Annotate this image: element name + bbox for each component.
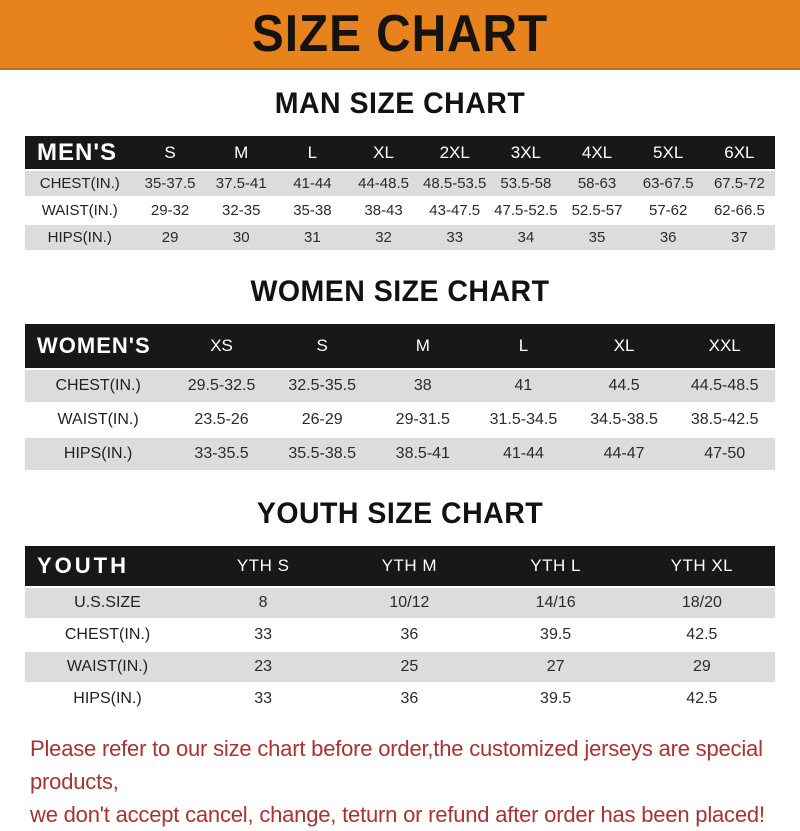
size-cell: 23 bbox=[190, 652, 336, 682]
size-cell: 34 bbox=[490, 225, 561, 250]
size-column-header: L bbox=[277, 136, 348, 169]
section-heading: YOUTH SIZE CHART bbox=[256, 497, 544, 530]
size-cell: 57-62 bbox=[633, 198, 704, 223]
table-header-row bbox=[25, 324, 775, 368]
youth-size-table bbox=[25, 544, 775, 716]
size-cell: 41 bbox=[473, 370, 574, 402]
table-row bbox=[25, 370, 775, 402]
table-title-cell: MEN'S bbox=[25, 136, 135, 169]
row-label: HIPS(IN.) bbox=[25, 438, 171, 470]
row-label: WAIST(IN.) bbox=[25, 198, 135, 223]
size-cell: 44-48.5 bbox=[348, 171, 419, 196]
size-column-header: YTH S bbox=[190, 546, 336, 586]
table-row bbox=[25, 404, 775, 436]
table-row bbox=[25, 588, 775, 618]
table-row bbox=[25, 438, 775, 470]
table-row bbox=[25, 225, 775, 250]
size-column-header: XXL bbox=[674, 324, 775, 368]
table-row bbox=[25, 620, 775, 650]
size-column-header: YTH M bbox=[336, 546, 482, 586]
size-column-header: 4XL bbox=[561, 136, 632, 169]
table-row bbox=[25, 171, 775, 196]
size-column-header: XL bbox=[348, 136, 419, 169]
disclaimer-line-2: we don't accept cancel, change, teturn or refund after order has been placed! bbox=[30, 802, 765, 827]
size-cell: 31.5-34.5 bbox=[473, 404, 574, 436]
size-cell: 37.5-41 bbox=[206, 171, 277, 196]
size-column-header: M bbox=[373, 324, 474, 368]
size-cell: 36 bbox=[336, 620, 482, 650]
size-cell: 31 bbox=[277, 225, 348, 250]
size-cell: 39.5 bbox=[483, 684, 629, 714]
size-chart-sections bbox=[0, 87, 800, 716]
size-cell: 38.5-42.5 bbox=[674, 404, 775, 436]
size-column-header: S bbox=[135, 136, 206, 169]
size-cell: 38-43 bbox=[348, 198, 419, 223]
size-column-header: 2XL bbox=[419, 136, 490, 169]
table-title-cell: WOMEN'S bbox=[25, 324, 171, 368]
size-cell: 26-29 bbox=[272, 404, 373, 436]
size-cell: 32.5-35.5 bbox=[272, 370, 373, 402]
table-row bbox=[25, 198, 775, 223]
size-cell: 14/16 bbox=[483, 588, 629, 618]
size-cell: 44.5 bbox=[574, 370, 675, 402]
table-title-cell: YOUTH bbox=[25, 546, 190, 586]
table-row bbox=[25, 652, 775, 682]
womens-size-table bbox=[25, 322, 775, 472]
size-column-header: S bbox=[272, 324, 373, 368]
size-column-header: YTH XL bbox=[629, 546, 775, 586]
size-column-header: YTH L bbox=[483, 546, 629, 586]
size-cell: 67.5-72 bbox=[704, 171, 775, 196]
disclaimer-line-1: Please refer to our size chart before order,the customized jerseys are special products, bbox=[30, 736, 763, 794]
size-cell: 35-38 bbox=[277, 198, 348, 223]
size-cell: 52.5-57 bbox=[561, 198, 632, 223]
size-cell: 35-37.5 bbox=[135, 171, 206, 196]
disclaimer-note bbox=[30, 732, 775, 831]
size-cell: 53.5-58 bbox=[490, 171, 561, 196]
section-heading: WOMEN SIZE CHART bbox=[250, 275, 550, 308]
row-label: CHEST(IN.) bbox=[25, 620, 190, 650]
size-cell: 33 bbox=[419, 225, 490, 250]
size-column-header: 6XL bbox=[704, 136, 775, 169]
size-cell: 35.5-38.5 bbox=[272, 438, 373, 470]
section-heading: MAN SIZE CHART bbox=[274, 87, 526, 120]
table-row bbox=[25, 684, 775, 714]
size-cell: 27 bbox=[483, 652, 629, 682]
size-cell: 38 bbox=[373, 370, 474, 402]
size-cell: 32 bbox=[348, 225, 419, 250]
size-cell: 29 bbox=[135, 225, 206, 250]
size-cell: 30 bbox=[206, 225, 277, 250]
size-cell: 36 bbox=[633, 225, 704, 250]
table-header-row bbox=[25, 546, 775, 586]
size-column-header: XL bbox=[574, 324, 675, 368]
size-cell: 25 bbox=[336, 652, 482, 682]
size-cell: 29-31.5 bbox=[373, 404, 474, 436]
size-column-header: L bbox=[473, 324, 574, 368]
size-cell: 44.5-48.5 bbox=[674, 370, 775, 402]
size-cell: 42.5 bbox=[629, 684, 775, 714]
row-label: WAIST(IN.) bbox=[25, 652, 190, 682]
mens-size-table bbox=[25, 134, 775, 252]
size-cell: 37 bbox=[704, 225, 775, 250]
size-cell: 58-63 bbox=[561, 171, 632, 196]
size-cell: 33 bbox=[190, 684, 336, 714]
size-cell: 47-50 bbox=[674, 438, 775, 470]
size-cell: 8 bbox=[190, 588, 336, 618]
size-cell: 63-67.5 bbox=[633, 171, 704, 196]
size-cell: 34.5-38.5 bbox=[574, 404, 675, 436]
size-cell: 29-32 bbox=[135, 198, 206, 223]
row-label: CHEST(IN.) bbox=[25, 370, 171, 402]
size-cell: 35 bbox=[561, 225, 632, 250]
size-cell: 23.5-26 bbox=[171, 404, 272, 436]
size-cell: 39.5 bbox=[483, 620, 629, 650]
size-cell: 44-47 bbox=[574, 438, 675, 470]
size-cell: 62-66.5 bbox=[704, 198, 775, 223]
size-cell: 43-47.5 bbox=[419, 198, 490, 223]
size-cell: 18/20 bbox=[629, 588, 775, 618]
size-column-header: M bbox=[206, 136, 277, 169]
row-label: WAIST(IN.) bbox=[25, 404, 171, 436]
size-cell: 33-35.5 bbox=[171, 438, 272, 470]
row-label: CHEST(IN.) bbox=[25, 171, 135, 196]
size-cell: 10/12 bbox=[336, 588, 482, 618]
size-cell: 42.5 bbox=[629, 620, 775, 650]
row-label: HIPS(IN.) bbox=[25, 225, 135, 250]
row-label: HIPS(IN.) bbox=[25, 684, 190, 714]
size-cell: 29.5-32.5 bbox=[171, 370, 272, 402]
size-cell: 33 bbox=[190, 620, 336, 650]
size-cell: 38.5-41 bbox=[373, 438, 474, 470]
page-title: SIZE CHART bbox=[251, 5, 549, 63]
size-cell: 41-44 bbox=[473, 438, 574, 470]
size-cell: 48.5-53.5 bbox=[419, 171, 490, 196]
size-column-header: 3XL bbox=[490, 136, 561, 169]
size-column-header: 5XL bbox=[633, 136, 704, 169]
size-cell: 29 bbox=[629, 652, 775, 682]
row-label: U.S.SIZE bbox=[25, 588, 190, 618]
table-header-row bbox=[25, 136, 775, 169]
size-column-header: XS bbox=[171, 324, 272, 368]
size-cell: 32-35 bbox=[206, 198, 277, 223]
size-cell: 47.5-52.5 bbox=[490, 198, 561, 223]
size-cell: 41-44 bbox=[277, 171, 348, 196]
size-cell: 36 bbox=[336, 684, 482, 714]
title-banner bbox=[0, 0, 800, 70]
